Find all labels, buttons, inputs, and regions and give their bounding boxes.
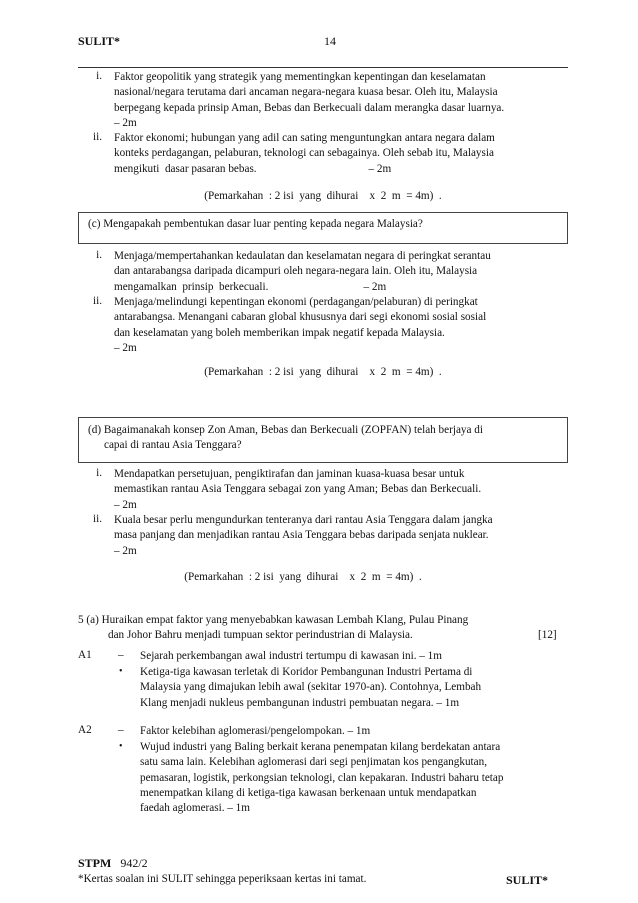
text-line: konteks perdagangan, pelaburan, teknologi can sebagainya. Oleh sebab itu, Malaysia xyxy=(114,147,494,160)
text-line: – 2m xyxy=(114,498,137,511)
answer-label-a1: A1 xyxy=(78,649,92,661)
text-line: faedah aglomerasi. – 1m xyxy=(140,802,250,815)
text-line: Kuala besar perlu mengundurkan tenteranya dari rantau Asia Tenggara dalam jangka xyxy=(114,514,493,526)
header-rule xyxy=(78,67,568,68)
question-text: (c) Mengapakah pembentukan dasar luar penting kepada negara Malaysia? xyxy=(88,218,423,230)
text-line: Menjaga/melindungi kepentingan ekonomi (perdagangan/pelaburan) di peringkat xyxy=(114,296,478,308)
answer-text-d-i xyxy=(114,467,481,513)
marking-remark: (Pemarkahan : 2 isi yang dihurai x 2 m = 4m) . xyxy=(184,571,422,583)
text-line: Mendapatkan persetujuan, pengiktirafan dan jaminan kuasa-kuasa besar untuk xyxy=(114,468,465,480)
text-line: Menjaga/mempertahankan kedaulatan dan keselamatan negara di peringkat serantau xyxy=(114,250,491,262)
text-line: dan keselamatan yang boleh memberikan impak negatif kepada Malaysia. xyxy=(114,326,445,339)
text-line: antarabangsa. Menangani cabaran global khususnya dari segi ekonomi sosial sosial xyxy=(114,311,487,324)
bullet-icon: • xyxy=(119,741,123,752)
a1-point: Sejarah perkembangan awal industri tertumpu di kawasan ini. – 1m xyxy=(140,650,442,662)
text-line: Malaysia yang dimajukan lebih awal (sekitar 1970-an). Contohnya, Lembah xyxy=(140,681,482,694)
answer-label-a2: A2 xyxy=(78,724,92,736)
answer-text-c-i xyxy=(114,249,491,295)
item-number: ii. xyxy=(92,295,102,307)
bullet-icon: • xyxy=(119,666,123,677)
text-line: 5 (a) Huraikan empat faktor yang menyebabkan kawasan Lembah Klang, Pulau Pinang xyxy=(78,614,469,626)
answer-text-d-ii xyxy=(114,513,493,559)
question-box-c xyxy=(78,212,568,244)
footer-paper-code: 942/2 xyxy=(120,856,148,870)
answer-text-c-ii xyxy=(114,295,486,356)
text-line: Klang menjadi nukleus pembangunan industri pembuatan negara. – 1m xyxy=(140,696,460,709)
text-line: dan Johor Bahru menjadi tumpuan sektor perindustrian di Malaysia. xyxy=(108,629,413,642)
a1-elaboration xyxy=(140,665,481,711)
a2-elaboration xyxy=(140,740,503,816)
dash-marker: – xyxy=(118,649,124,661)
text-line: satu sama lain. Kelebihan aglomerasi dari segi penjimatan kos pengangkutan, xyxy=(140,756,488,769)
text-line: menempatkan kilang di ketiga-tiga kawasan berkenaan untuk mendapatkan xyxy=(140,786,477,799)
text-line: nasional/negara terutama dari ancaman negara-negara kuasa besar. Oleh itu, Malaysia xyxy=(114,86,498,99)
marking-remark: (Pemarkahan : 2 isi yang dihurai x 2 m = 4m) . xyxy=(204,190,442,202)
footer-sulit-label: SULIT* xyxy=(506,873,549,887)
item-number: ii. xyxy=(92,513,102,525)
a2-point: Faktor kelebihan aglomerasi/pengelompokan. – 1m xyxy=(140,725,371,737)
item-number: ii. xyxy=(92,131,102,143)
question-text xyxy=(88,423,483,454)
header-sulit-label: SULIT* xyxy=(78,34,121,48)
text-line: mengamalkan prinsip berkecuali. – 2m xyxy=(114,280,387,293)
page-number: 14 xyxy=(324,34,336,48)
item-number: i. xyxy=(96,467,102,479)
answer-text-b-i xyxy=(114,70,504,131)
text-line: memastikan rantau Asia Tenggara sebagai zon yang Aman; Bebas dan Berkecuali. xyxy=(114,483,482,496)
answer-text-b-ii xyxy=(114,131,495,177)
marking-remark: (Pemarkahan : 2 isi yang dihurai x 2 m = 4m) . xyxy=(204,366,442,378)
text-line: Ketiga-tiga kawasan terletak di Koridor Pembangunan Industri Pertama di xyxy=(140,666,473,678)
question-box-d xyxy=(78,417,568,463)
text-line: Wujud industri yang Baling berkait kerana penempatan kilang berdekatan antara xyxy=(140,741,501,753)
footer-confidential-note: *Kertas soalan ini SULIT sehingga peperiksaan kertas ini tamat. xyxy=(78,873,367,885)
text-line: – 2m xyxy=(114,341,137,354)
text-line: Faktor ekonomi; hubungan yang adil can sating menguntungkan antara negara dalam xyxy=(114,132,495,144)
item-number: i. xyxy=(96,249,102,261)
text-line: dan antarabangsa daripada dicampuri oleh negara-negara lain. Oleh itu, Malaysia xyxy=(114,265,478,278)
item-number: i. xyxy=(96,70,102,82)
footer-stpm-label: STPM xyxy=(78,856,112,870)
dash-marker: – xyxy=(118,724,124,736)
text-line: pemasaran, logistik, perkongsian teknologi, clan kepakaran. Industri baharu tetap xyxy=(140,771,504,784)
text-line: capai di rantau Asia Tenggara? xyxy=(104,439,242,452)
text-line: berpegang kepada prinsip Aman, Bebas dan Berkecuali dalam merangka dasar luarnya. xyxy=(114,101,505,114)
text-line: mengikuti dasar pasaran bebas. – 2m xyxy=(114,162,392,175)
text-line: Faktor geopolitik yang strategik yang mementingkan kepentingan dan keselamatan xyxy=(114,71,486,83)
footer-exam-code xyxy=(78,856,148,871)
question-5a-text xyxy=(78,613,468,644)
text-line: (d) Bagaimanakah konsep Zon Aman, Bebas dan Berkecuali (ZOPFAN) telah berjaya di xyxy=(88,424,483,436)
text-line: – 2m xyxy=(114,544,137,557)
text-line: masa panjang dan menjadikan rantau Asia Tenggara bebas daripada senjata nuklear. xyxy=(114,529,489,542)
marks-allocation: [12] xyxy=(538,629,557,641)
text-line: – 2m xyxy=(114,116,137,129)
